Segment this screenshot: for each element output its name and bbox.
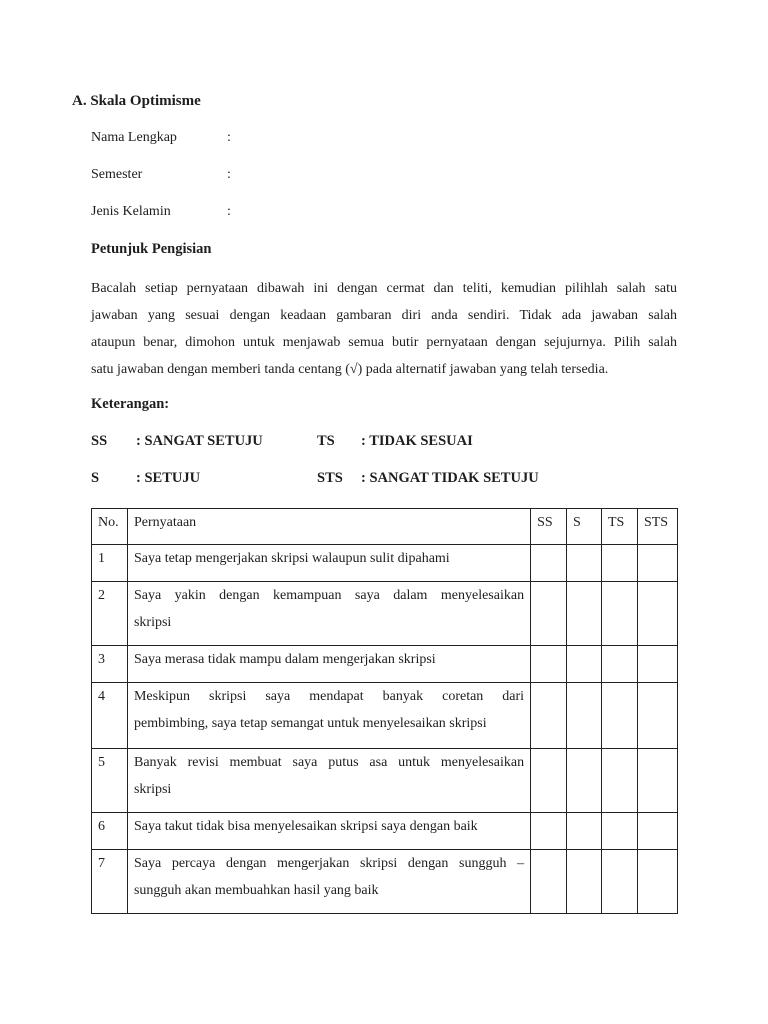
- instructions-line: Bacalah setiap pernyataan dibawah ini dengan cermat dan teliti, kemudian pilihlah salah satu: [91, 281, 677, 296]
- answer-cell-sts[interactable]: [637, 683, 677, 749]
- answer-cell-ts[interactable]: [602, 646, 638, 683]
- header-ss: SS: [531, 509, 567, 545]
- statement-text: Saya merasa tidak mampu dalam mengerjakan skripsi: [133, 652, 436, 667]
- instructions-heading: Petunjuk Pengisian: [91, 241, 212, 257]
- legend-desc-ss: : SANGAT SETUJU: [136, 433, 263, 449]
- answer-cell-sts[interactable]: [637, 749, 677, 813]
- table-row: [92, 582, 678, 646]
- answer-cell-ss[interactable]: [531, 683, 567, 749]
- header-s: S: [567, 509, 602, 545]
- table-row: [92, 545, 678, 582]
- legend-heading: Keterangan:: [91, 396, 170, 412]
- table-row: [92, 850, 678, 914]
- answer-cell-s[interactable]: [567, 850, 602, 914]
- table-row: [92, 646, 678, 683]
- statement-cell: [127, 749, 530, 813]
- statement-text: skripsi: [133, 782, 172, 797]
- answer-cell-sts[interactable]: [637, 646, 677, 683]
- statement-text: pembimbing, saya tetap semangat untuk menyelesaikan skripsi: [133, 716, 487, 731]
- answer-cell-ts[interactable]: [602, 582, 638, 646]
- answer-cell-s[interactable]: [567, 582, 602, 646]
- statement-cell: [127, 646, 530, 683]
- answer-cell-ts[interactable]: [602, 813, 638, 850]
- answer-cell-ss[interactable]: [531, 850, 567, 914]
- answer-cell-s[interactable]: [567, 813, 602, 850]
- row-number: 5: [92, 749, 128, 813]
- identity-label-semester: Semester: [91, 167, 143, 182]
- answer-cell-sts[interactable]: [637, 850, 677, 914]
- row-number: 2: [92, 582, 128, 646]
- answer-cell-ts[interactable]: [602, 850, 638, 914]
- statement-text: sungguh akan membuahkan hasil yang baik: [133, 883, 379, 898]
- statement-text: Meskipun skripsi saya mendapat banyak coretan dari: [133, 689, 525, 704]
- answer-cell-ss[interactable]: [531, 749, 567, 813]
- statement-cell: [127, 582, 530, 646]
- instructions-line: ataupun benar, dimohon untuk menjawab semua butir pernyataan dengan sejujurnya. Pilih salah: [91, 335, 677, 350]
- instructions-line: satu jawaban dengan memberi tanda centang (√) pada alternatif jawaban yang telah tersedia.: [91, 362, 609, 377]
- statement-table: [91, 508, 678, 914]
- statement-text: Banyak revisi membuat saya putus asa untuk menyelesaikan: [133, 755, 525, 770]
- answer-cell-sts[interactable]: [637, 545, 677, 582]
- header-sts: STS: [637, 509, 677, 545]
- row-number: 7: [92, 850, 128, 914]
- answer-cell-sts[interactable]: [637, 582, 677, 646]
- legend-desc-ts: : TIDAK SESUAI: [361, 433, 473, 449]
- row-number: 3: [92, 646, 128, 683]
- row-number: 4: [92, 683, 128, 749]
- answer-cell-s[interactable]: [567, 545, 602, 582]
- answer-cell-s[interactable]: [567, 749, 602, 813]
- instructions-paragraph: [91, 275, 677, 383]
- answer-cell-ss[interactable]: [531, 646, 567, 683]
- table-header-row: [92, 509, 678, 545]
- header-no: No.: [92, 509, 128, 545]
- answer-cell-ts[interactable]: [602, 749, 638, 813]
- identity-colon-semester: :: [227, 167, 231, 182]
- legend-desc-sts: : SANGAT TIDAK SETUJU: [361, 470, 539, 486]
- legend-code-ss: SS: [91, 433, 108, 449]
- statement-text: Saya takut tidak bisa menyelesaikan skripsi saya dengan baik: [133, 819, 478, 834]
- row-number: 6: [92, 813, 128, 850]
- section-title: A. Skala Optimisme: [72, 93, 201, 109]
- table-row: [92, 749, 678, 813]
- header-statement: Pernyataan: [127, 509, 530, 545]
- legend-code-s: S: [91, 470, 100, 486]
- legend-desc-s: : SETUJU: [136, 470, 201, 486]
- legend-code-sts: STS: [317, 470, 343, 486]
- answer-cell-s[interactable]: [567, 683, 602, 749]
- statement-text: Saya percaya dengan mengerjakan skripsi dengan sungguh –: [133, 856, 525, 871]
- statement-text: skripsi: [133, 615, 172, 630]
- statement-text: Saya tetap mengerjakan skripsi walaupun sulit dipahami: [133, 551, 450, 566]
- answer-cell-s[interactable]: [567, 646, 602, 683]
- answer-cell-sts[interactable]: [637, 813, 677, 850]
- instructions-line: jawaban yang sesuai dengan keadaan gambaran diri anda sendiri. Tidak ada jawaban salah: [91, 308, 677, 323]
- answer-cell-ss[interactable]: [531, 545, 567, 582]
- statement-cell: [127, 813, 530, 850]
- row-number: 1: [92, 545, 128, 582]
- statement-text: Saya yakin dengan kemampuan saya dalam menyelesaikan: [133, 588, 525, 603]
- statement-cell: [127, 683, 530, 749]
- answer-cell-ss[interactable]: [531, 813, 567, 850]
- legend-code-ts: TS: [317, 433, 335, 449]
- header-ts: TS: [602, 509, 638, 545]
- answer-cell-ss[interactable]: [531, 582, 567, 646]
- statement-cell: [127, 545, 530, 582]
- answer-cell-ts[interactable]: [602, 683, 638, 749]
- table-row: [92, 683, 678, 749]
- identity-colon-gender: :: [227, 204, 231, 219]
- identity-label-name: Nama Lengkap: [91, 130, 177, 145]
- identity-colon-name: :: [227, 130, 231, 145]
- statement-cell: [127, 850, 530, 914]
- answer-cell-ts[interactable]: [602, 545, 638, 582]
- identity-label-gender: Jenis Kelamin: [91, 204, 171, 219]
- table-row: [92, 813, 678, 850]
